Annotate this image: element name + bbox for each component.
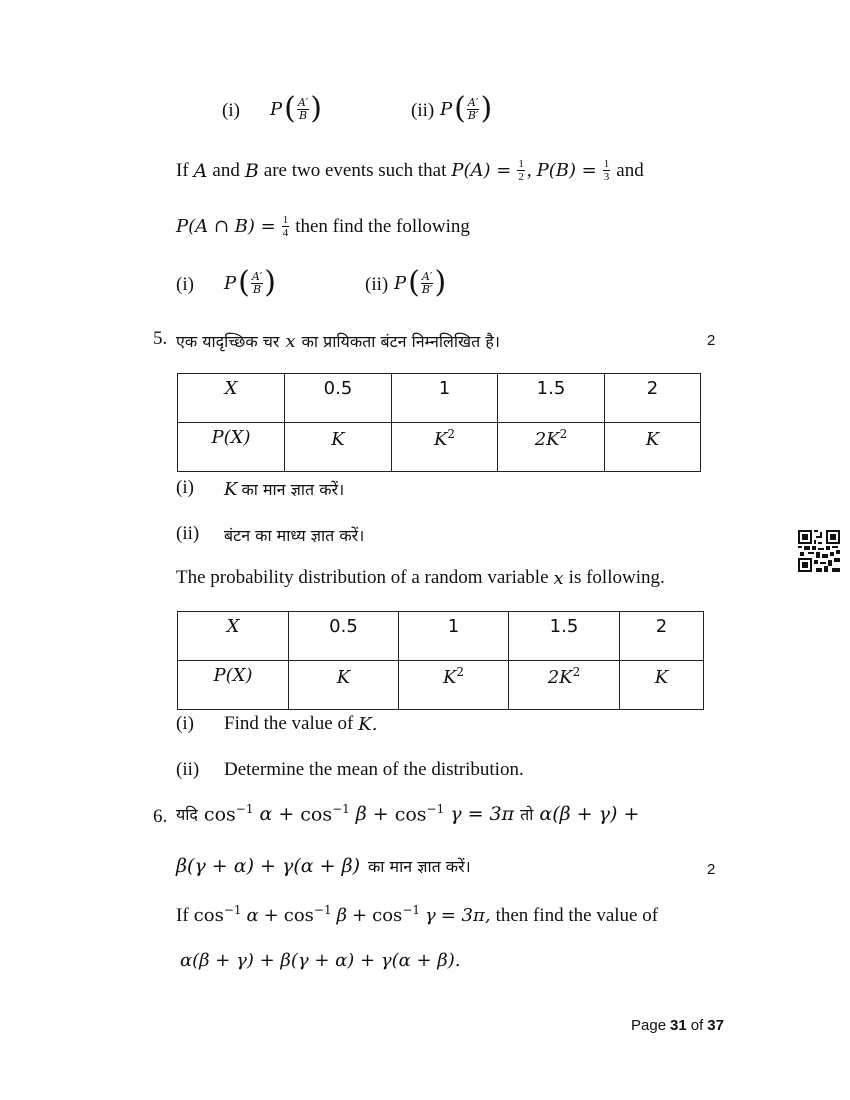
table-cell: $2K^2$ (498, 423, 605, 472)
table-cell: 2 (605, 374, 701, 423)
q4-hindi-part-ii: (ii) (411, 100, 435, 121)
table-cell: 2 (620, 612, 704, 661)
table-cell: 0.5 (285, 374, 392, 423)
table-cell: K (289, 661, 399, 710)
fraction-half: $\frac{1}{2}$ (518, 158, 524, 183)
fraction-third: $\frac{1}{3}$ (603, 158, 610, 183)
table-cell: P(X) (178, 661, 289, 710)
total-pages: 37 (707, 1017, 724, 1034)
table-cell: $K^2$ (392, 423, 498, 472)
table-row (178, 661, 704, 710)
table-cell: 0.5 (289, 612, 399, 661)
table-cell: X (178, 612, 289, 661)
q5-english-part-ii: Determine the mean of the distribution. (224, 759, 524, 780)
q4-hindi-part-i (222, 100, 240, 122)
q5-hindi-part-ii-label: (ii) (176, 523, 200, 544)
q6-hindi-line2: β(γ + α) + γ(α + β) का मान ज्ञात करें। (176, 855, 471, 877)
table-header-row (178, 374, 701, 423)
table-cell: 1 (392, 374, 498, 423)
q5-english-part-ii-label: (ii) (176, 759, 200, 780)
q5-english-part-i: Find the value of K. (224, 713, 378, 735)
q4-hindi-expr-i: P ( $\frac{A'}{B}$ ) (270, 91, 323, 126)
q4-english-expr-i: P ( $\frac{A'}{B}$ ) (224, 265, 277, 300)
page-footer: Page 31 of 37 (631, 1017, 724, 1034)
q6-marks: 2 (707, 861, 716, 878)
q5-english-part-i-label: (i) (176, 713, 194, 734)
q5-marks: 2 (707, 332, 716, 349)
q4-english-part-ii: (ii) (365, 274, 389, 295)
q6-hindi-line1: यदि $\cos^{-1}$ α + $\cos^{-1}$ β + $\cos^{-1}$ γ = 3π तो α(β + γ) + (176, 802, 640, 826)
q5-hindi-part-ii: बंटन का माध्य ज्ञात करें। (224, 526, 365, 545)
current-page: 31 (670, 1017, 687, 1034)
table-cell: 1.5 (498, 374, 605, 423)
q5-hindi-table (177, 373, 701, 472)
table-cell: $2K^2$ (509, 661, 620, 710)
table-cell: K (620, 661, 704, 710)
qr-code-icon (798, 530, 840, 572)
q5-number: 5. (153, 328, 168, 349)
table-cell: $K^2$ (399, 661, 509, 710)
q5-hindi-statement: एक यादृच्छिक चर x का प्रायिकता बंटन निम्नलिखित है। (176, 330, 500, 352)
fraction-quarter: $\frac{1}{4}$ (282, 214, 289, 239)
table-cell: K (285, 423, 392, 472)
table-cell: K (605, 423, 701, 472)
q4-english-line2: P(A ∩ B) = $\frac{1}{4}$ then find the following (176, 214, 470, 239)
q4-english-expr-ii: P ( $\frac{A'}{B'}$ ) (394, 265, 447, 300)
table-cell: X (178, 374, 285, 423)
q6-english-line1: If $\cos^{-1}$ α + $\cos^{-1}$ β + $\cos^{-1}$ γ = 3π, then find the value of (176, 903, 659, 926)
table-cell: 1.5 (509, 612, 620, 661)
q4-english-line1: If A and B are two events such that P(A) = $\frac{1}{2}$ , P(B) = $\frac{1}{3}$ and (176, 158, 644, 183)
table-cell: P(X) (178, 423, 285, 472)
q5-english-table (177, 611, 704, 710)
q6-number: 6. (153, 806, 168, 827)
q5-hindi-part-i-label: (i) (176, 477, 194, 498)
table-row (178, 423, 701, 472)
q4-english-part-i: (i) (176, 274, 194, 295)
q5-english-statement: The probability distribution of a random variable x is following. (176, 567, 665, 589)
q5-hindi-part-i: K का मान ज्ञात करें। (224, 478, 345, 500)
table-cell: 1 (399, 612, 509, 661)
table-header-row (178, 612, 704, 661)
q4-hindi-expr-ii: P ( $\frac{A'}{B'}$ ) (440, 91, 493, 126)
q6-english-line2: α(β + γ) + β(γ + α) + γ(α + β). (180, 950, 461, 971)
part-label: (i) (222, 100, 240, 121)
